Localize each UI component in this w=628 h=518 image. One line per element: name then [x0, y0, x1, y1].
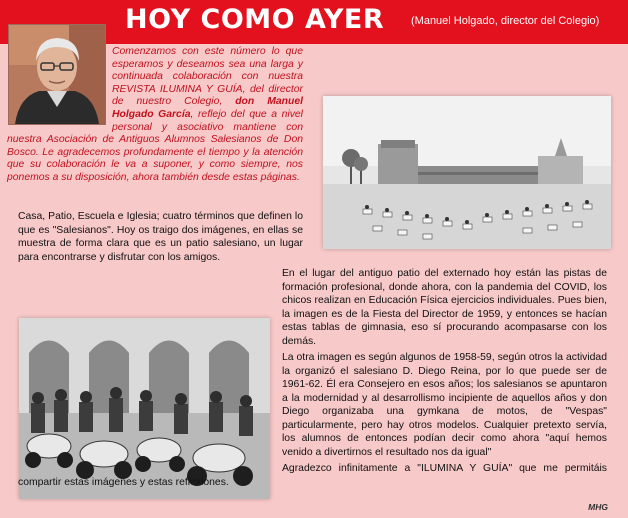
paragraph-2-text: En el lugar del antiguo patio del externado hoy están las pistas de formación profesional, donde ahora, con la pandemia del COVID, los chicos realizan en Educación Física ejercicios individuales. Pues bien, la imagen es de la Fiesta del Director de 1959, y entonces se hacían estas tablas de gimnasia, eso sí procurando acompasarse con los demás.	[282, 268, 607, 347]
paragraph-2	[18, 267, 607, 348]
article-body	[18, 210, 607, 492]
paragraph-1: Casa, Patio, Escuela e Iglesia; cuatro términos que definen lo que es "Salesianos". Hoy os traigo dos imágenes, en ellas se muestra de forma clara que es un patio salesiano, un lugar para encontrarse y disfrutar con los amigos.	[18, 211, 303, 263]
photo-spacer-right	[309, 210, 607, 258]
paragraph-3: La otra imagen es según algunos de 1958-59, según otros la actividad la organizó el salesiano D. Diego Reina, por lo que puede ser de 1961-62. Él era Consejero en esos años; los salesianos se apuntaron a la modernidad y al desarrollismo incipiente de aquellos años y don Diego organizaba una gymkana de motos, de "Vespas" particularmente, pero hay otros modelos. Cualquier pretexto servía, los alumnos de entonces podían decir como ahora "aquí hemos venido a divertirnos el resultado nos da igual"	[282, 352, 607, 458]
photo-spacer-left	[18, 271, 282, 471]
page-title: HOY COMO AYER	[125, 4, 385, 35]
signature: MHG	[588, 502, 608, 512]
intro-text-2: , reflejo del que a nivel personal y asociativo mantiene con nuestra Asociación de Antiguos Alumnos Salesianos de Don Bosco. Le agradecemos profundamente el tiempo y la atención que su colaboración le va a suponer, y como siempre, nos ponemos a su disposición, ahora también desde estas páginas.	[7, 108, 303, 183]
byline: (Manuel Holgado, director del Colegio)	[411, 15, 600, 27]
intro-text-1: Comenzamos con este número lo que esperamos y deseamos sea una larga y continuada colaboración con nuestra REVISTA ILUMINA Y GUÍA, del director de nuestro Colegio,	[112, 46, 303, 108]
paragraph-4: Agradezco infinitamente a "ILUMINA Y GUÍA" que me permitáis compartir estas imágenes y estas reflexiones.	[18, 463, 607, 488]
portrait-spacer	[7, 46, 112, 122]
intro-author-name: don Manuel Holgado García	[112, 96, 303, 120]
